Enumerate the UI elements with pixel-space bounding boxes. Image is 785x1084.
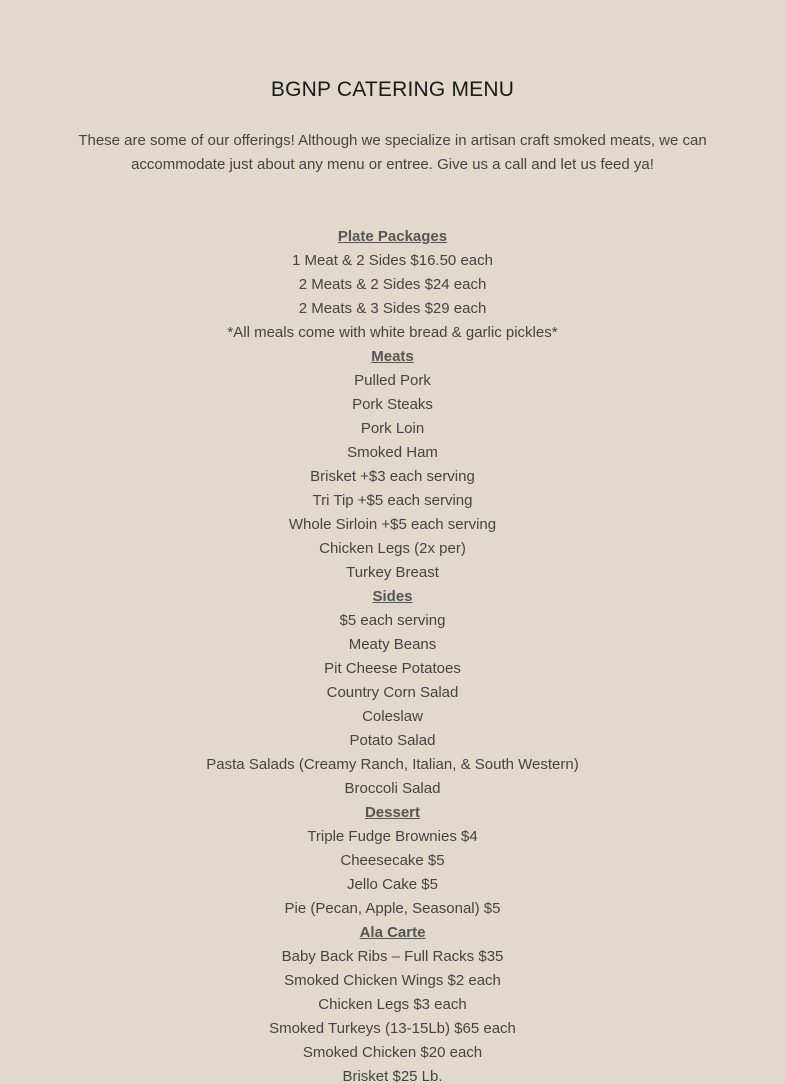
menu-item: Pulled Pork [354,372,431,389]
menu-item: Smoked Turkeys (13-15Lb) $65 each [269,1020,516,1037]
menu-item: Chicken Legs (2x per) [319,540,466,557]
page-title: BGNP CATERING MENU [270,78,515,101]
menu-item: Tri Tip +$5 each serving [312,492,473,509]
menu-list [0,225,785,1084]
section-heading-plate-packages: Plate Packages [337,228,448,245]
menu-item: Pork Steaks [352,396,433,413]
menu-item: Broccoli Salad [344,780,441,797]
menu-note: *All meals come with white bread & garlic pickles* [227,324,558,341]
menu-item: 1 Meat & 2 Sides $16.50 each [292,252,493,269]
menu-item: 2 Meats & 2 Sides $24 each [298,276,487,293]
menu-item: Pasta Salads (Creamy Ranch, Italian, & South Western) [206,756,579,773]
section-heading-sides: Sides [372,588,413,605]
menu-item: Country Corn Salad [326,684,459,701]
menu-item: Smoked Ham [347,444,438,461]
menu-item: Cheesecake $5 [340,852,445,869]
menu-item: Triple Fudge Brownies $4 [307,828,478,845]
menu-item: Coleslaw [362,708,423,725]
menu-item: $5 each serving [339,612,446,629]
menu-item: Chicken Legs $3 each [318,996,467,1013]
menu-item: Whole Sirloin +$5 each serving [288,516,497,533]
menu-item: Smoked Chicken Wings $2 each [284,972,501,989]
menu-item: Baby Back Ribs – Full Racks $35 [281,948,504,965]
section-heading-dessert: Dessert [364,804,421,821]
section-heading-meats: Meats [371,348,414,365]
menu-item: Smoked Chicken $20 each [302,1044,483,1061]
menu-item: Potato Salad [349,732,436,749]
menu-item: Jello Cake $5 [347,876,438,893]
menu-item: Meaty Beans [348,636,437,653]
menu-item: Turkey Breast [346,564,439,581]
menu-item: 2 Meats & 3 Sides $29 each [298,300,487,317]
menu-item: Pit Cheese Potatoes [324,660,461,677]
menu-item: Pork Loin [360,420,425,437]
section-heading-ala-carte: Ala Carte [359,924,426,941]
menu-item: Brisket $25 Lb. [342,1068,443,1084]
intro-paragraph: These are some of our offerings! Although we specialize in artisan craft smoked meats, we can accommodate just about any menu or entree. Give us a call and let us feed ya! [78,132,707,173]
menu-item: Pie (Pecan, Apple, Seasonal) $5 [284,900,501,917]
menu-item: Brisket +$3 each serving [310,468,475,485]
